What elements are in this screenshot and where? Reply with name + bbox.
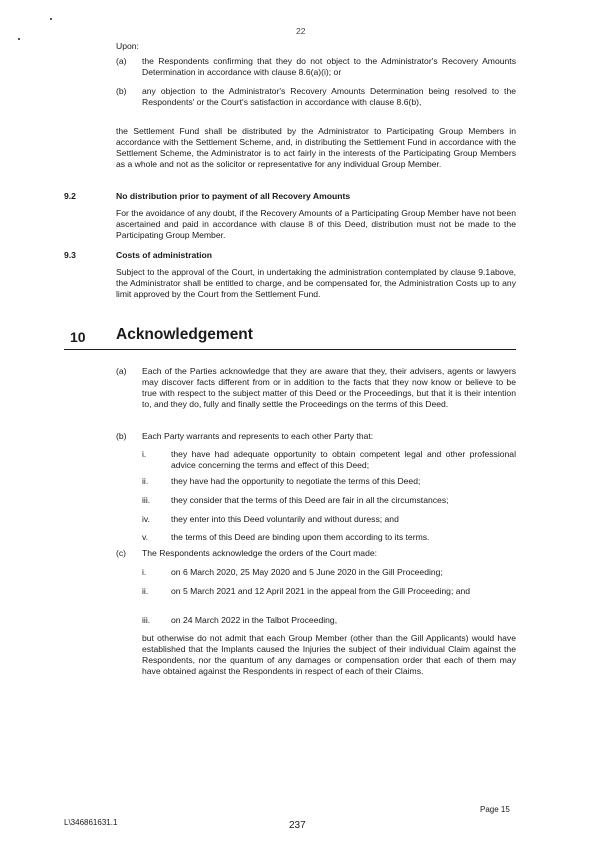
clause-number: 9.2 xyxy=(64,191,76,201)
subitem-label: iv. xyxy=(142,514,150,524)
subitem-text: they enter into this Deed voluntarily and without duress; and xyxy=(171,514,399,524)
subitem-label: iii. xyxy=(142,615,151,625)
page-label: Page 15 xyxy=(480,805,510,814)
item-text: any objection to the Administrator's Recovery Amounts Determination being resolved to the Respondents' or the Court's satisfaction in accordance with clause 8.6(b), xyxy=(142,86,516,107)
item-label: (b) xyxy=(116,431,127,441)
upon-text: Upon: xyxy=(116,41,139,51)
subitem-label: iii. xyxy=(142,495,151,505)
clause-heading: Costs of administration xyxy=(116,250,212,260)
subitem-label: ii. xyxy=(142,476,149,486)
subitem-label: v. xyxy=(142,532,149,542)
subitem-label: ii. xyxy=(142,586,149,596)
subitem-text: the terms of this Deed are binding upon them according to its terms. xyxy=(171,532,430,542)
item-label: (a) xyxy=(116,366,127,376)
section-number: 10 xyxy=(70,329,86,345)
subitem-label: i. xyxy=(142,567,147,577)
page-number-top: 22 xyxy=(296,26,306,36)
scan-speck xyxy=(50,18,52,20)
scan-speck xyxy=(18,38,20,40)
item-text: The Respondents acknowledge the orders of the Court made: xyxy=(142,548,378,558)
clause-text: Subject to the approval of the Court, in undertaking the administration contemplated by clause 9.1above, the Administrator shall be entitled to charge, and be compensated for, the Administration Costs up to any limit approved by the Court from the Settlement Fund. xyxy=(116,267,516,299)
subitem-text: on 5 March 2021 and 12 April 2021 in the appeal from the Gill Proceeding; and xyxy=(171,586,471,596)
item-label: (c) xyxy=(116,548,127,558)
subitem-label: i. xyxy=(142,449,147,459)
document-reference: L\346861631.1 xyxy=(64,818,118,827)
item-text: Each Party warrants and represents to each other Party that: xyxy=(142,431,374,441)
item-label: (a) xyxy=(116,56,127,66)
item-text: the Respondents confirming that they do not object to the Administrator's Recovery Amounts Determination in accordance with clause 8.6(a)(i); or xyxy=(142,56,516,77)
clause-text: For the avoidance of any doubt, if the Recovery Amounts of a Participating Group Member have not been ascertained and paid in accordance with clause 8 of this Deed, distribution must not be made to the Participating Group Member. xyxy=(116,208,516,240)
section-rule xyxy=(64,349,516,350)
item-label: (b) xyxy=(116,86,127,96)
clause-number: 9.3 xyxy=(64,250,76,260)
settlement-paragraph: the Settlement Fund shall be distributed by the Administrator to Participating Group Members in accordance with the Settlement Scheme, and, in distributing the Settlement Fund in accordance with the Settlement Scheme, the Administrator is to act fairly in the interests of the Participating Group Members as a whole and not as the solicitor or representative for any individual Group Member. xyxy=(116,126,516,169)
page-number-bottom: 237 xyxy=(289,820,306,831)
subitem-text: on 6 March 2020, 25 May 2020 and 5 June 2020 in the Gill Proceeding; xyxy=(171,567,443,577)
subitem-text: they consider that the terms of this Deed are fair in all the circumstances; xyxy=(171,495,449,505)
subitem-text: on 24 March 2022 in the Talbot Proceeding, xyxy=(171,615,338,625)
subitem-text: they have had adequate opportunity to obtain competent legal and other professional advice concerning the terms and effect of this Deed; xyxy=(171,449,516,470)
closing-paragraph: but otherwise do not admit that each Group Member (other than the Gill Applicants) would have established that the Implants caused the Injuries the subject of their individual Claim against the Respondents, nor the quantum of any damages or compensation order that each of them may have obtained against the Respondents in respect of each of their Claims. xyxy=(142,633,516,676)
item-text: Each of the Parties acknowledge that they are aware that they, their advisers, agents or lawyers may discover facts different from or in addition to the facts that they now know or believe to be true with respect to the subject matter of this Deed or the Proceedings, but that it is their intention to, and they do, fully and finally settle the Proceedings on the terms of this Deed. xyxy=(142,366,516,409)
section-title: Acknowledgement xyxy=(116,326,253,343)
subitem-text: they have had the opportunity to negotiate the terms of this Deed; xyxy=(171,476,421,486)
clause-heading: No distribution prior to payment of all Recovery Amounts xyxy=(116,191,351,201)
